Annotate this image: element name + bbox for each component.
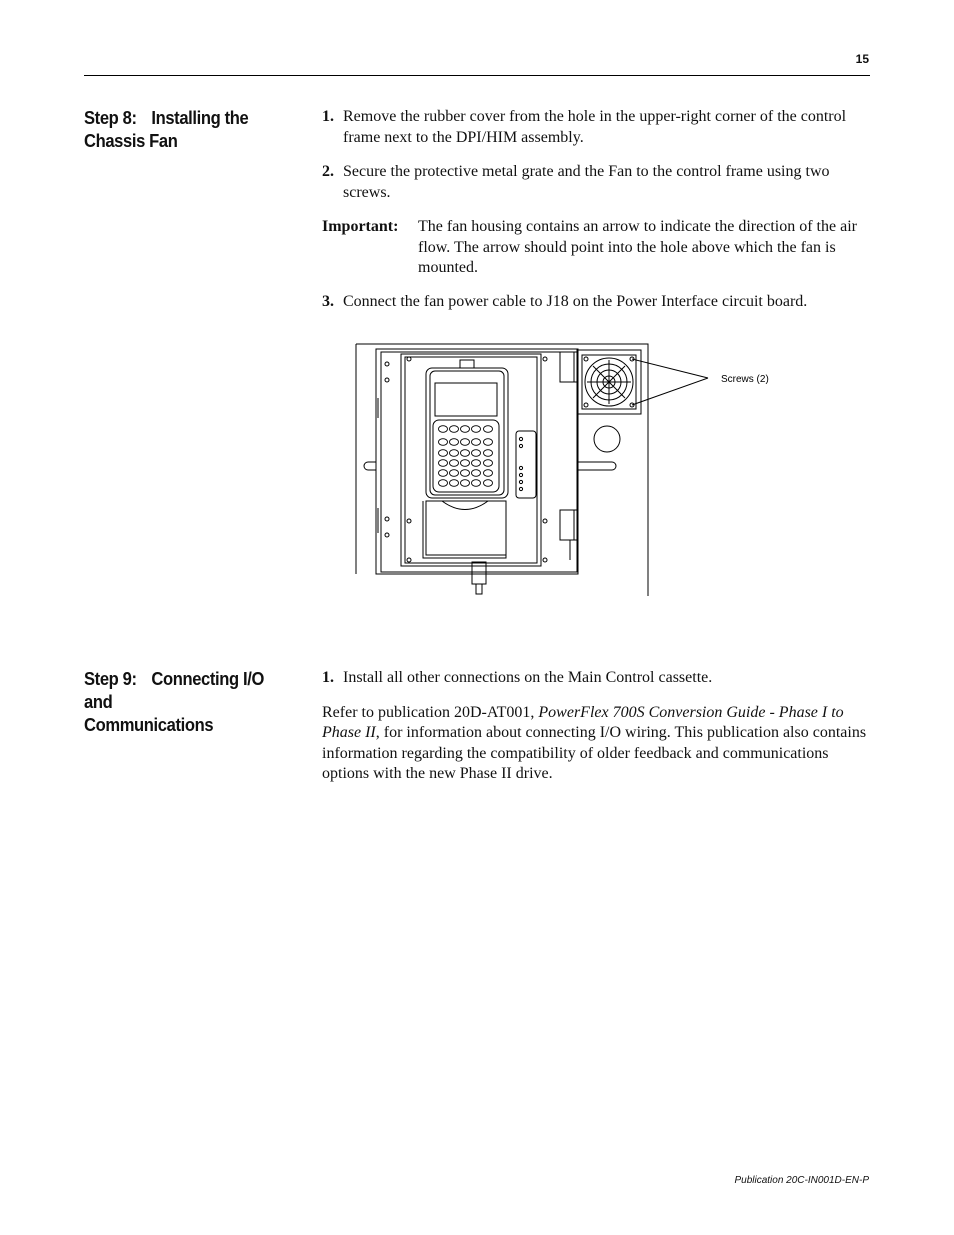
- item-number: 1.: [322, 108, 334, 125]
- item-text: Secure the protective metal grate and the Fan to the control frame using two screws.: [343, 163, 830, 201]
- step9-paragraph: [322, 703, 870, 785]
- item-text: Remove the rubber cover from the hole in the upper-right corner of the control frame next to the DPI/HIM assembly.: [343, 108, 847, 146]
- step9-item-1: [322, 668, 870, 689]
- step8-number: Step 8:: [84, 108, 137, 128]
- important-label: Important:: [322, 218, 399, 235]
- item-number: 2.: [322, 163, 334, 180]
- item-number: 1.: [322, 669, 334, 686]
- header-rule: [84, 75, 870, 76]
- item-text: Install all other connections on the Main Control cassette.: [343, 669, 713, 686]
- step8-body: [322, 107, 870, 326]
- step8-title-line1: Installing the: [151, 108, 249, 128]
- step8-item-3: [322, 292, 870, 313]
- footer-publication: Publication 20C-IN001D-EN-P: [734, 1175, 869, 1186]
- screws-callout: Screws (2): [721, 374, 769, 385]
- page-number: 15: [855, 52, 869, 66]
- important-text: The fan housing contains an arrow to indicate the direction of the air flow. The arrow should point into the hole above which the fan is mounted.: [418, 218, 857, 276]
- para-prefix: Refer to publication 20D-AT001,: [322, 703, 539, 721]
- para-title: PowerFlex 700S Conversion Guide - Phase I to Phase II: [322, 703, 844, 741]
- step9-heading: [84, 668, 296, 737]
- step8-item-2: [322, 162, 870, 203]
- step8-heading: [84, 107, 296, 153]
- important-note: [322, 217, 870, 279]
- step9-number: Step 9:: [84, 669, 137, 689]
- para-suffix: , for information about connecting I/O wiring. This publication also contains information regarding the compatibility of older feedback and communications options with the new Phase II drive.: [322, 724, 867, 782]
- step9-title-line2: Communications: [84, 715, 214, 735]
- step8-item-1: [322, 107, 870, 148]
- step9-title-line1: Connecting I/O and: [84, 669, 264, 712]
- chassis-fan-figure: [348, 338, 778, 600]
- item-number: 3.: [322, 292, 334, 310]
- item-text: Connect the fan power cable to J18 on the Power Interface circuit board.: [343, 292, 808, 310]
- step9-body: [322, 668, 870, 785]
- step8-title-line2: Chassis Fan: [84, 131, 178, 151]
